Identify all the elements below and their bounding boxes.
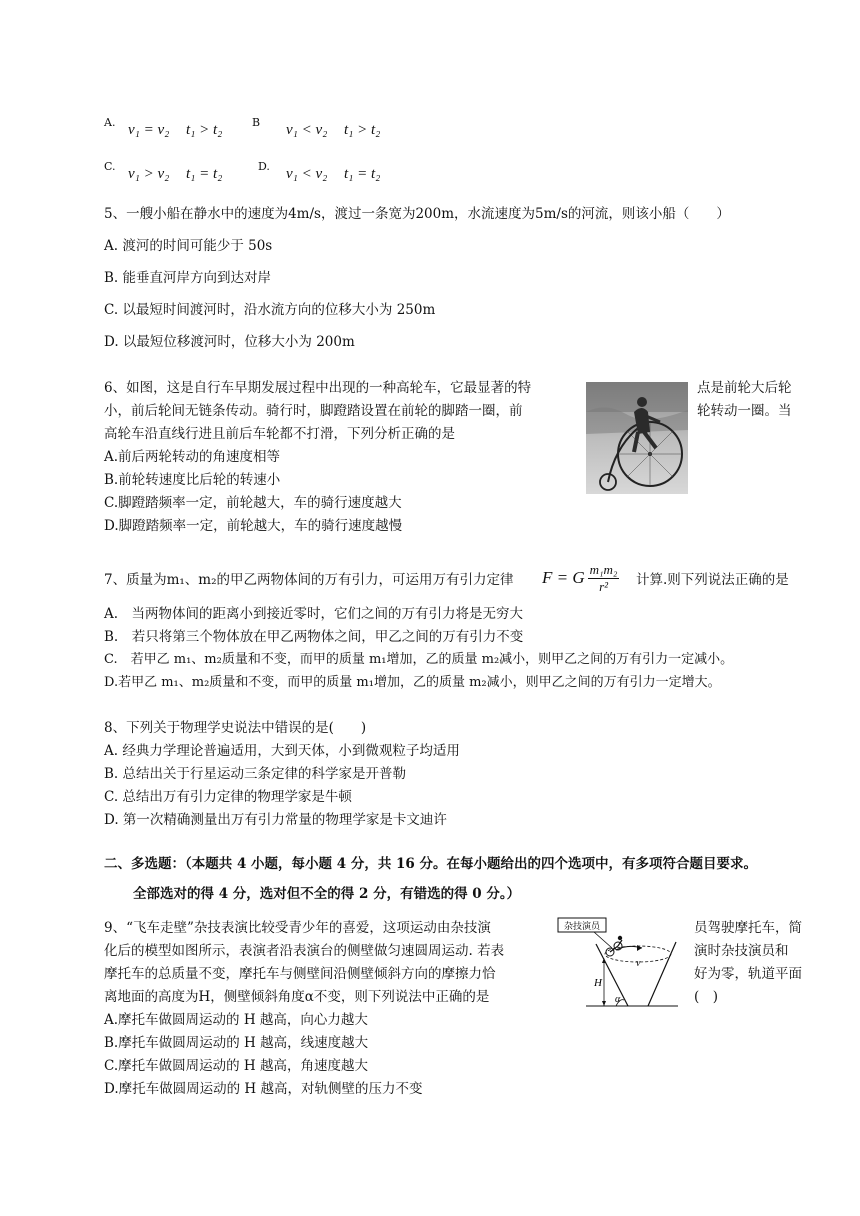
q6-line2-left: 小，前后轮间无链条传动。骑行时，脚蹬踏设置在前轮的脚踏一圈，前 <box>104 403 523 419</box>
q4-option-d-v: v₁ < v₂ <box>286 166 328 182</box>
q6-line1-left: 6、如图，这是自行车早期发展过程中出现的一种高轮车，它最显著的特 <box>104 380 532 396</box>
q6-option-a: A.前后两轮转动的角速度相等 <box>104 449 281 465</box>
q6-line1-right: 点是前轮大后轮 <box>697 380 792 396</box>
section-2-line2: 全部选对的得 4 分，选对但不全的得 2 分，有错选的得 0 分。） <box>133 886 521 902</box>
q9-line1-left: 9、“飞车走壁”杂技表演比较受青少年的喜爱，这项运动由杂技演 <box>104 920 491 936</box>
q9-option-a: A.摩托车做圆周运动的 H 越高，向心力越大 <box>104 1012 368 1028</box>
q7-formula-lhs: F = G <box>542 568 585 587</box>
q6-line2-right: 轮转动一圈。当 <box>697 403 792 419</box>
q4-option-a-letter: A. <box>104 116 116 129</box>
q4-option-b-t: t₁ > t₂ <box>344 122 381 138</box>
q5-stem: 5、一艘小船在静水中的速度为4m/s，渡过一条宽为200m，水流速度为5m/s的河流，则该小船（ ） <box>104 206 730 222</box>
height-label: H <box>594 977 602 989</box>
q4-option-c-letter: C. <box>104 160 116 173</box>
q8-option-a: A. 经典力学理论普遍适用，大到天体，小到微观粒子均适用 <box>104 743 460 759</box>
q7-stem-after: 计算.则下列说法正确的是 <box>636 572 789 588</box>
velocity-label: v <box>636 958 641 969</box>
q7-option-a: A. 当两物体间的距离小到接近零时，它们之间的万有引力将是无穷大 <box>104 606 524 622</box>
q5-option-a: A. 渡河的时间可能少于 50s <box>104 238 273 254</box>
q4-option-b-letter: B <box>252 116 261 129</box>
q9-line4-left: 离地面的高度为H，侧壁倾斜角度α不变，则下列说法中正确的是 <box>104 989 490 1005</box>
q9-line2-right: 演时杂技演员和 <box>694 943 789 959</box>
high-wheel-bicycle-photo <box>586 382 688 494</box>
q7-stem-before: 7、质量为m₁、m₂的甲乙两物体间的万有引力，可运用万有引力定律 <box>104 572 514 588</box>
q4-option-c-v: v₁ > v₂ <box>128 166 170 182</box>
q6-line3: 高轮车沿直线行进且前后车轮都不打滑，下列分析正确的是 <box>104 426 455 442</box>
q9-line4-right: ( ) <box>694 989 719 1005</box>
q9-option-c: C.摩托车做圆周运动的 H 越高，角速度越大 <box>104 1058 368 1074</box>
q8-option-d: D. 第一次精确测量出万有引力常量的物理学家是卡文迪许 <box>104 812 447 828</box>
q7-formula-fraction <box>588 562 620 595</box>
q9-line3-left: 摩托车的总质量不变，摩托车与侧壁间沿侧壁倾斜方向的摩擦力恰 <box>104 966 496 982</box>
q9-option-b: B.摩托车做圆周运动的 H 越高，线速度越大 <box>104 1035 369 1051</box>
q9-option-d: D.摩托车做圆周运动的 H 越高，对轨侧壁的压力不变 <box>104 1081 423 1097</box>
q6-option-b: B.前轮转速度比后轮的转速小 <box>104 472 281 488</box>
q4-option-a-t: t₁ > t₂ <box>186 122 223 138</box>
q5-option-b: B. 能垂直河岸方向到达对岸 <box>104 270 272 286</box>
wall-of-death-diagram <box>556 914 686 1010</box>
angle-label: α <box>615 994 621 1005</box>
q7-option-b: B. 若只将第三个物体放在甲乙两物体之间，甲乙之间的万有引力不变 <box>104 629 524 645</box>
q8-option-b: B. 总结出关于行星运动三条定律的科学家是开普勒 <box>104 766 407 782</box>
q8-stem: 8、下列关于物理学史说法中错误的是( ) <box>104 720 367 736</box>
q7-formula <box>542 558 619 598</box>
q6-option-d: D.脚蹬踏频率一定，前轮越大，车的骑行速度越慢 <box>104 518 403 534</box>
q4-option-a-v: v₁ = v₂ <box>128 122 170 138</box>
q7-formula-numerator: m₁m₂ <box>589 561 618 577</box>
q6-option-c: C.脚蹬踏频率一定，前轮越大，车的骑行速度越大 <box>104 495 402 511</box>
q8-option-c: C. 总结出万有引力定律的物理学家是牛顿 <box>104 789 352 805</box>
q7-option-d: D.若甲乙 m₁、m₂质量和不变，而甲的质量 m₁增加，乙的质量 m₂减小，则甲乙之间的万有引力一定增大。 <box>104 675 721 690</box>
section-2-line1: 二、多选题：（本题共 4 小题，每小题 4 分，共 16 分。在每小题给出的四个选项中，有多项符合题目要求。 <box>104 856 758 872</box>
q9-line3-right: 好为零，轨道平面 <box>694 966 802 982</box>
q4-option-d-letter: D. <box>258 160 270 173</box>
q5-option-c: C. 以最短时间渡河时，沿水流方向的位移大小为 250m <box>104 302 436 318</box>
q7-formula-denominator: r² <box>599 578 609 594</box>
q4-option-c-t: t₁ = t₂ <box>186 166 223 182</box>
q9-line2-left: 化后的模型如图所示，表演者沿表演台的侧壁做匀速圆周运动. 若表 <box>104 943 505 959</box>
q4-option-b-v: v₁ < v₂ <box>286 122 328 138</box>
q5-option-d: D. 以最短位移渡河时，位移大小为 200m <box>104 334 355 350</box>
q4-option-d-t: t₁ = t₂ <box>344 166 381 182</box>
performer-label: 杂技演员 <box>563 922 601 932</box>
q7-option-c: C. 若甲乙 m₁、m₂质量和不变，而甲的质量 m₁增加，乙的质量 m₂减小，则甲乙之间的万有引力一定减小。 <box>104 652 734 667</box>
q9-line1-right: 员驾驶摩托车，简 <box>694 920 802 936</box>
